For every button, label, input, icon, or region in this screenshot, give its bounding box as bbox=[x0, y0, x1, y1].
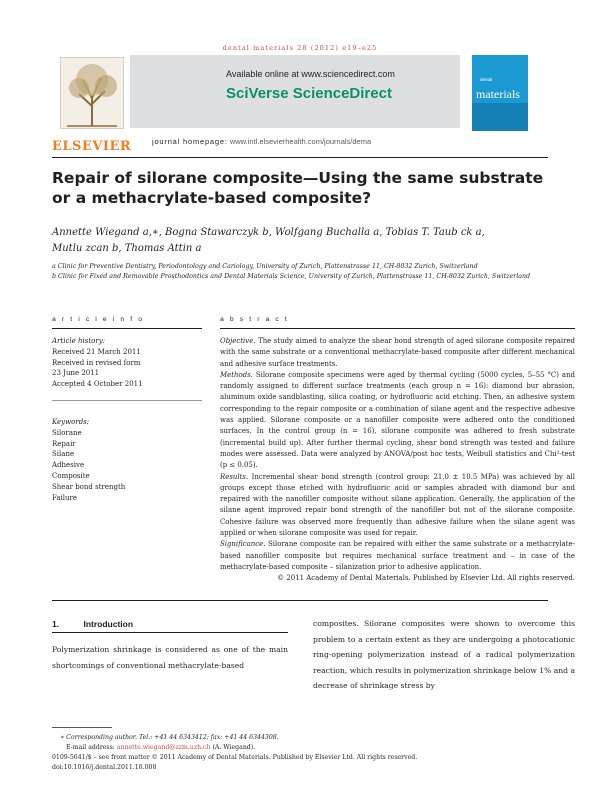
cover-subtitle: dental bbox=[480, 77, 493, 82]
keywords-rule bbox=[52, 400, 202, 401]
intro-text-left: Polymerization shrinkage is considered as one of the main shortcomings of conventional methacrylate-based bbox=[52, 645, 288, 670]
history-label: Article history: bbox=[52, 337, 106, 345]
article-history bbox=[52, 336, 202, 390]
elsevier-tree-icon bbox=[60, 57, 124, 129]
homepage-label: journal homepage: bbox=[152, 137, 228, 146]
authors-line-2: Mutlu zcan b, Thomas Attin a bbox=[52, 243, 202, 254]
article-info-rule bbox=[52, 328, 202, 329]
keywords bbox=[52, 417, 202, 503]
sciverse-logo bbox=[226, 85, 392, 102]
abstract-significance bbox=[220, 539, 575, 573]
affiliations bbox=[52, 262, 552, 282]
elsevier-logo bbox=[52, 55, 132, 156]
keyword-item: Repair bbox=[52, 439, 76, 448]
abstract-body bbox=[220, 336, 575, 585]
footnotes bbox=[52, 733, 552, 773]
history-item: Received 21 March 2011 bbox=[52, 347, 141, 356]
homepage-link[interactable]: www.intl.elsevierhealth.com/journals/dema bbox=[229, 137, 372, 146]
abstract-rule bbox=[220, 328, 575, 329]
abstract-objective bbox=[220, 336, 575, 370]
article-info-heading: a r t i c l e i n f o bbox=[52, 316, 145, 323]
available-online-text: Available online at www.sciencedirect.com bbox=[226, 69, 395, 79]
keywords-label: Keywords: bbox=[52, 418, 90, 426]
journal-homepage bbox=[152, 137, 371, 146]
corresponding-author: ∗ Corresponding author. Tel.: +41 44 6343412; fax: +41 44 6344308. bbox=[60, 734, 279, 741]
keyword-item: Silane bbox=[52, 450, 75, 459]
email-suffix: (A. Wiegand). bbox=[212, 744, 256, 751]
author-list bbox=[52, 225, 552, 257]
intro-heading-rule bbox=[52, 632, 288, 633]
cover-graphic bbox=[472, 103, 528, 131]
sciencedirect-bar bbox=[130, 55, 460, 128]
history-item: 23 June 2011 bbox=[52, 369, 100, 378]
intro-heading bbox=[52, 619, 133, 629]
issn-line: 0109-5641/$ – see front matter © 2011 Academy of Dental Materials. Published by Elsevier Ltd. All rights reserved. bbox=[52, 754, 418, 761]
footnote-rule bbox=[52, 727, 112, 728]
keyword-item: Shear bond strength bbox=[52, 482, 126, 491]
keyword-item: Failure bbox=[52, 493, 78, 502]
keyword-item: Adhesive bbox=[52, 461, 85, 470]
keyword-item: Composite bbox=[52, 471, 90, 480]
significance-label: Significance. bbox=[220, 540, 266, 549]
journal-banner bbox=[52, 55, 528, 156]
abstract-methods bbox=[220, 370, 575, 472]
cover-title: materials bbox=[476, 87, 520, 101]
header-rule bbox=[52, 157, 548, 158]
section-title: Introduction bbox=[83, 619, 134, 629]
affiliation-a: a Clinic for Preventive Dentistry, Periodontology and Cariology, University of Zurich, Plattenstrasse 11, CH-8032 Zurich, Switzerland bbox=[52, 263, 478, 270]
email-label: E-mail address: bbox=[66, 744, 115, 751]
section-number: 1. bbox=[52, 619, 60, 629]
objective-text: The study aimed to analyze the shear bond strength of aged silorane composite repaired with the same substrate or a conventional methacrylate-based composite after different mechanical and adhesive surface treatments. bbox=[220, 337, 575, 368]
doi-link[interactable]: doi:10.1016/j.dental.2011.10.008 bbox=[52, 764, 157, 771]
abstract-copyright: © 2011 Academy of Dental Materials. Published by Elsevier Ltd. All rights reserved. bbox=[277, 574, 575, 583]
abstract-heading: a b s t r a c t bbox=[220, 316, 289, 323]
intro-text-right: composites. Silorane composites were shown to overcome this problem to a certain extent as they are undergoing a photocationic ring-opening polymerization instead of a radical polymerization reaction, which results in polymerization shrinkage below 1% and a decrease of shrinkage stress by bbox=[313, 619, 575, 690]
results-text: Incremental shear bond strength (control group: 21.0 ± 10.5 MPa) was achieved by all groups except those etched with hydrofluoric acid or samples abraded with diamond bur and repaired with the nanofiller composite without silane application. Generally, the application of the silane agent improved repair bond strength of the nanofiller but not of the silorane composite. Cohesive failure was observed more frequently than adhesive failure when the silane agent was applied or when silorane composite was used for repair. bbox=[220, 472, 575, 538]
journal-citation: dental materials 28 (2012) e19–e25 bbox=[222, 44, 378, 52]
results-label: Results. bbox=[220, 472, 249, 481]
journal-cover bbox=[472, 55, 528, 131]
publisher-name: ELSEVIER bbox=[52, 139, 132, 154]
affiliation-b: b Clinic for Fixed and Removable Prosthodontics and Dental Materials Science, University of Zurich, Plattenstrasse 11, CH-8032 Zurich, Switzerland bbox=[52, 273, 531, 280]
history-item: Accepted 4 October 2011 bbox=[52, 380, 143, 389]
email-link[interactable]: annette.wiegand@zzm.uzh.ch bbox=[116, 744, 211, 751]
abstract-results bbox=[220, 472, 575, 540]
methods-label: Methods. bbox=[220, 370, 253, 379]
significance-text: Silorane composite can be repaired with either the same substrate or a methacrylate-based nanofiller composite but requires mechanical surface treatment and – in case of the methacrylate-based composite – silanization prior to adhesive application. bbox=[220, 540, 575, 571]
methods-text: Silorane composite specimens were aged by thermal cycling (5000 cycles, 5–55 °C) and randomly assigned to different surface treatments (each group n = 16): diamond bur abrasion, aluminum oxide sandblasting, silica coating, or hydrofluoric acid etching. Then, an adhesive system corresponding to the repair composite or a combination of silane agent and the respective adhesive was applied. Silorane composite or a nanofiller composite were adhered onto the conditioned surfaces. In the control group (n = 16), silorane composite was adhered to fresh substrate (incremental build up). After further thermal cycling, shear bond strength was tested and failure modes were assessed. Data were analyzed by ANOVA/post hoc tests, Weibull statistics and Chi²-test (p ≤ 0.05). bbox=[220, 370, 575, 470]
history-item: Received in revised form bbox=[52, 358, 141, 367]
sciverse-text: SciVerse ScienceDirect bbox=[226, 85, 392, 102]
email-line bbox=[52, 743, 552, 753]
keyword-item: Silorane bbox=[52, 428, 82, 437]
objective-label: Objective. bbox=[220, 337, 256, 345]
authors-line-1: Annette Wiegand a,∗, Bogna Stawarczyk b, Wolfgang Buchalla a, Tobias T. Taub ck a, bbox=[52, 227, 485, 238]
abstract-end-rule bbox=[52, 600, 548, 601]
article-title: Repair of silorane composite—Using the same substrate or a methacrylate-based composite? bbox=[52, 169, 544, 207]
